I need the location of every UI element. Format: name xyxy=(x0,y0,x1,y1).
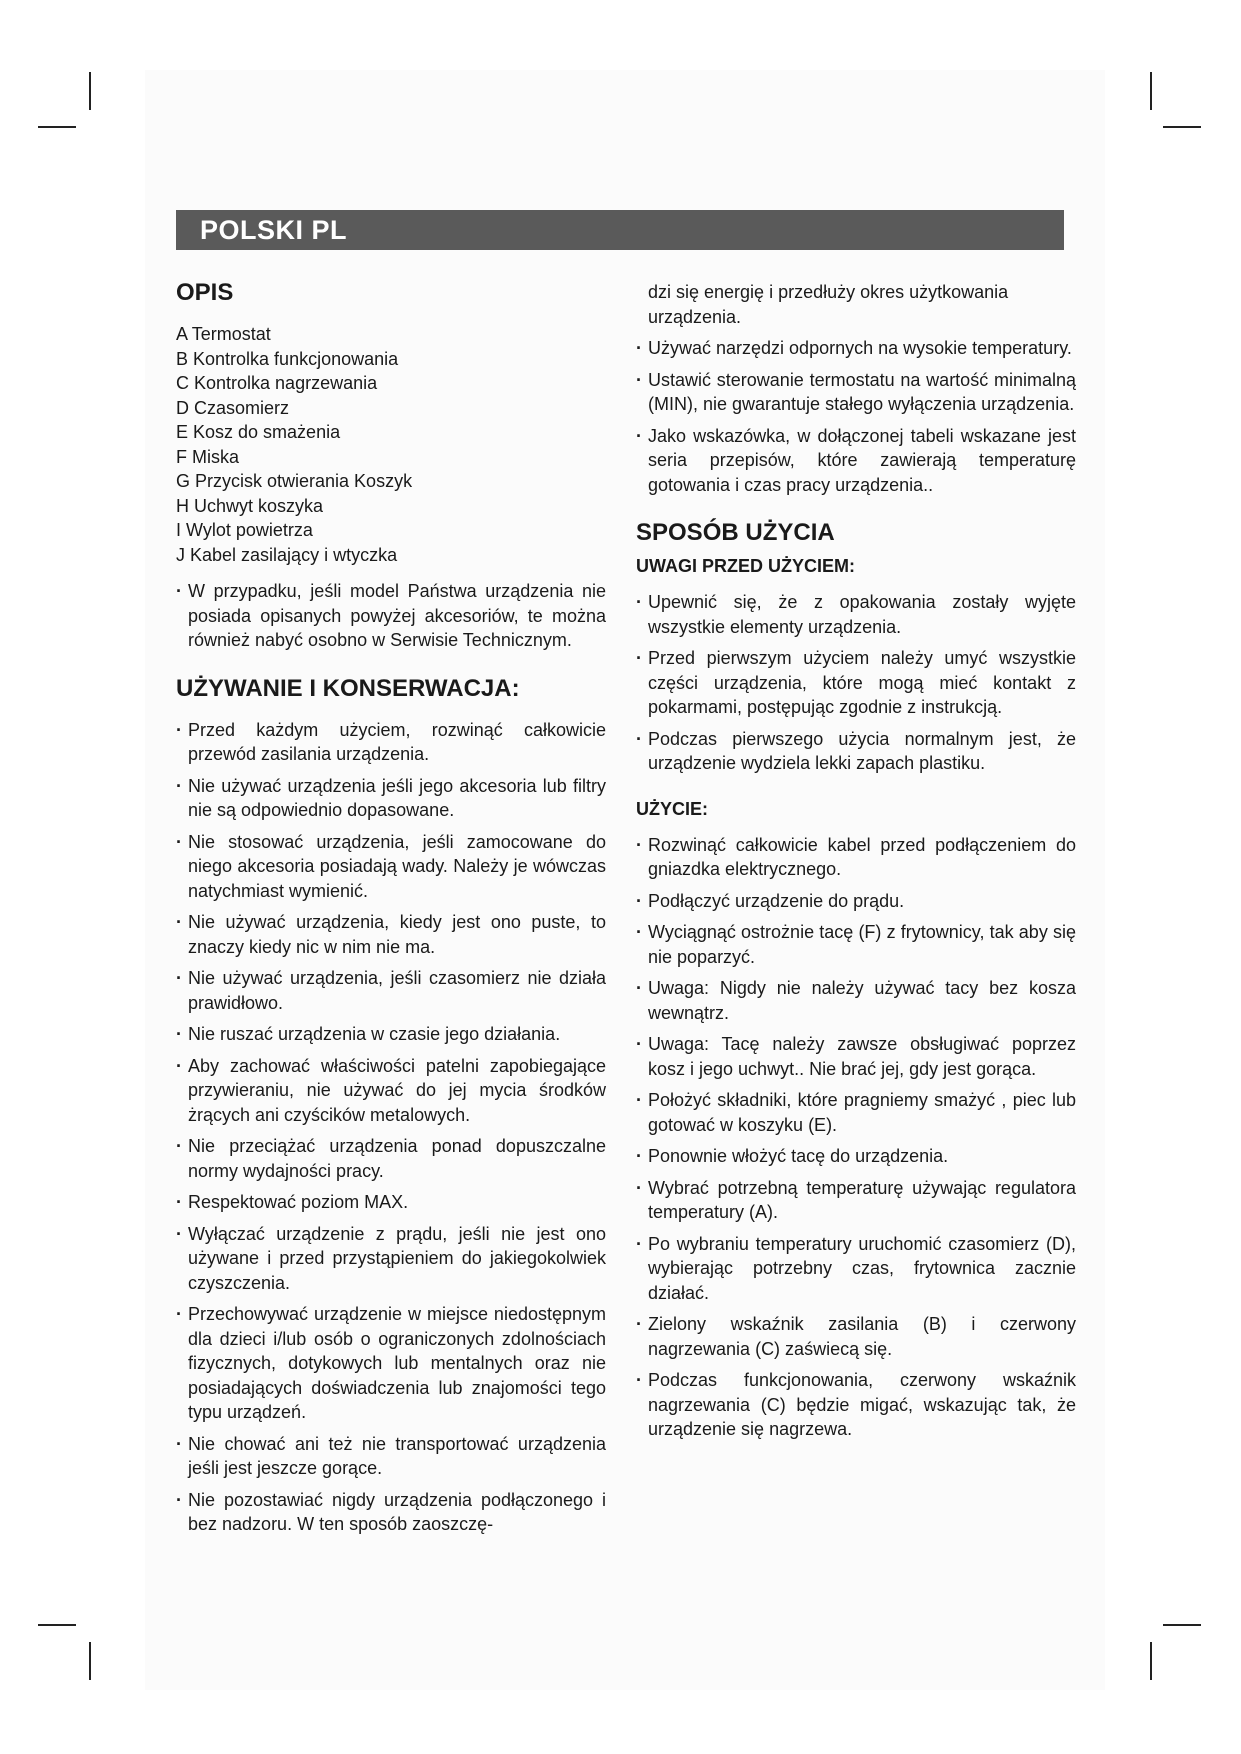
list-item: · Rozwinąć całkowicie kabel przed podłączeniem do gniazdka elektrycznego. xyxy=(636,833,1076,882)
language-header: POLSKI PL xyxy=(176,210,1064,250)
list-item: · Po wybraniu temperatury uruchomić czasomierz (D), wybierając potrzebny czas, frytownica zacznie działać. xyxy=(636,1232,1076,1306)
part-item: I Wylot powietrza xyxy=(176,520,313,540)
list-item: · Uwaga: Tacę należy zawsze obsługiwać poprzez kosz i jego uchwyt.. Nie brać jej, gdy jest gorąca. xyxy=(636,1032,1076,1081)
opis-heading: OPIS xyxy=(176,279,234,306)
list-item: · Przechowywać urządzenie w miejsce niedostępnym dla dzieci i/lub osób o ograniczonych zdolnościach fizycznych, dotykowych lub mentalnych oraz nie posiadających doświadczenia lub znajomości tego typu urządzeń. xyxy=(176,1302,606,1425)
list-item: · Upewnić się, że z opakowania zostały wyjęte wszystkie elementy urządzenia. xyxy=(636,590,1076,639)
list-item: · Nie przeciążać urządzenia ponad dopuszczalne normy wydajności pracy. xyxy=(176,1134,606,1183)
list-item: · Nie używać urządzenia, jeśli czasomierz nie działa prawidłowo. xyxy=(176,966,606,1015)
list-item: · Nie stosować urządzenia, jeśli zamocowane do niego akcesoria posiadają wady. Należy je wówczas natychmiast wymienić. xyxy=(176,830,606,904)
part-item: G Przycisk otwierania Koszyk xyxy=(176,471,413,491)
right-column xyxy=(636,280,1076,1449)
crop-mark xyxy=(1163,126,1201,128)
part-item: F Miska xyxy=(176,446,239,467)
list-item: · Podczas pierwszego użycia normalnym jest, że urządzenie wydziela lekki zapach plastiku. xyxy=(636,727,1076,776)
list-item: · Nie pozostawiać nigdy urządzenia podłączonego i bez nadzoru. W ten sposób zaoszczę- xyxy=(176,1488,606,1537)
crop-mark xyxy=(89,1642,91,1680)
left-column xyxy=(176,278,606,1544)
list-item: · Zielony wskaźnik zasilania (B) i czerwony nagrzewania (C) zaświecą się. xyxy=(636,1312,1076,1361)
part-item: B Kontrolka funkcjonowania xyxy=(176,348,399,369)
part-item: A Termostat xyxy=(176,324,271,344)
list-item: · Aby zachować właściwości patelni zapobiegające przywieraniu, nie używać do jej mycia środków żrących ani czyścików metalowych. xyxy=(176,1054,606,1128)
uzywanie-list-continued xyxy=(636,336,1076,497)
crop-mark xyxy=(38,126,76,128)
list-item: · Nie używać urządzenia, kiedy jest ono puste, to znaczy kiedy nic w nim nie ma. xyxy=(176,910,606,959)
list-item: · Podłączyć urządzenie do prądu. xyxy=(636,889,1076,914)
crop-mark xyxy=(1150,1642,1152,1680)
list-item: · Respektować poziom MAX. xyxy=(176,1190,606,1215)
part-item: J Kabel zasilający i wtyczka xyxy=(176,544,398,565)
opis-note: · W przypadku, jeśli model Państwa urządzenia nie posiada opisanych powyżej akcesoriów, te można również nabyć osobno w Serwisie Technicznym. xyxy=(176,579,606,653)
list-item: · Przed każdym użyciem, rozwinąć całkowicie przewód zasilania urządzenia. xyxy=(176,718,606,767)
list-item: · Położyć składniki, które pragniemy smażyć , piec lub gotować w koszyku (E). xyxy=(636,1088,1076,1137)
uzywanie-heading: UŻYWANIE I KONSERWACJA: xyxy=(176,674,520,702)
crop-mark xyxy=(1163,1624,1201,1626)
list-item: · Przed pierwszym użyciem należy umyć wszystkie części urządzenia, które mogą mieć kontakt z pokarmami, postępując zgodnie z instrukcją. xyxy=(636,646,1076,720)
crop-mark xyxy=(38,1624,76,1626)
continuation-text: dzi się energię i przedłuży okres użytkowania urządzenia. xyxy=(648,282,1009,327)
list-item: · Jako wskazówka, w dołączonej tabeli wskazane jest seria przepisów, które zawierają temperaturę gotowania i czas pracy urządzenia.. xyxy=(636,424,1076,498)
part-item: C Kontrolka nagrzewania xyxy=(176,373,378,393)
part-item: E Kosz do smażenia xyxy=(176,422,341,442)
list-item: · Nie używać urządzenia jeśli jego akcesoria lub filtry nie są odpowiednio dopasowane. xyxy=(176,774,606,823)
parts-list xyxy=(176,322,606,567)
crop-mark xyxy=(89,72,91,110)
list-item: · Nie chować ani też nie transportować urządzenia jeśli jest jeszcze gorące. xyxy=(176,1432,606,1481)
list-item: · Używać narzędzi odpornych na wysokie temperatury. xyxy=(636,336,1076,361)
uzywanie-list xyxy=(176,718,606,1537)
sposob-heading: SPOSÓB UŻYCIA xyxy=(636,519,835,546)
opis-note-list xyxy=(176,579,606,653)
uwagi-heading: UWAGI PRZED UŻYCIEM: xyxy=(636,556,855,576)
list-item: · Uwaga: Nigdy nie należy używać tacy bez kosza wewnątrz. xyxy=(636,976,1076,1025)
list-item: · Nie ruszać urządzenia w czasie jego działania. xyxy=(176,1022,606,1047)
uzycie-heading: UŻYCIE: xyxy=(636,798,708,819)
part-item: D Czasomierz xyxy=(176,397,290,418)
uwagi-list xyxy=(636,590,1076,776)
list-item: · Wyłączać urządzenie z prądu, jeśli nie jest ono używane i przed przystąpieniem do jakiegokolwiek czyszczenia. xyxy=(176,1222,606,1296)
list-item: · Ustawić sterowanie termostatu na wartość minimalną (MIN), nie gwarantuje stałego wyłączenia urządzenia. xyxy=(636,368,1076,417)
list-item: · Wyciągnąć ostrożnie tacę (F) z frytownicy, tak aby się nie poparzyć. xyxy=(636,920,1076,969)
list-item: · Wybrać potrzebną temperaturę używając regulatora temperatury (A). xyxy=(636,1176,1076,1225)
part-item: H Uchwyt koszyka xyxy=(176,495,324,516)
list-item: · Ponownie włożyć tacę do urządzenia. xyxy=(636,1144,1076,1169)
uzycie-list xyxy=(636,833,1076,1442)
list-item: · Podczas funkcjonowania, czerwony wskaźnik nagrzewania (C) będzie migać, wskazując tak, że urządzenie się nagrzewa. xyxy=(636,1368,1076,1442)
crop-mark xyxy=(1150,72,1152,110)
